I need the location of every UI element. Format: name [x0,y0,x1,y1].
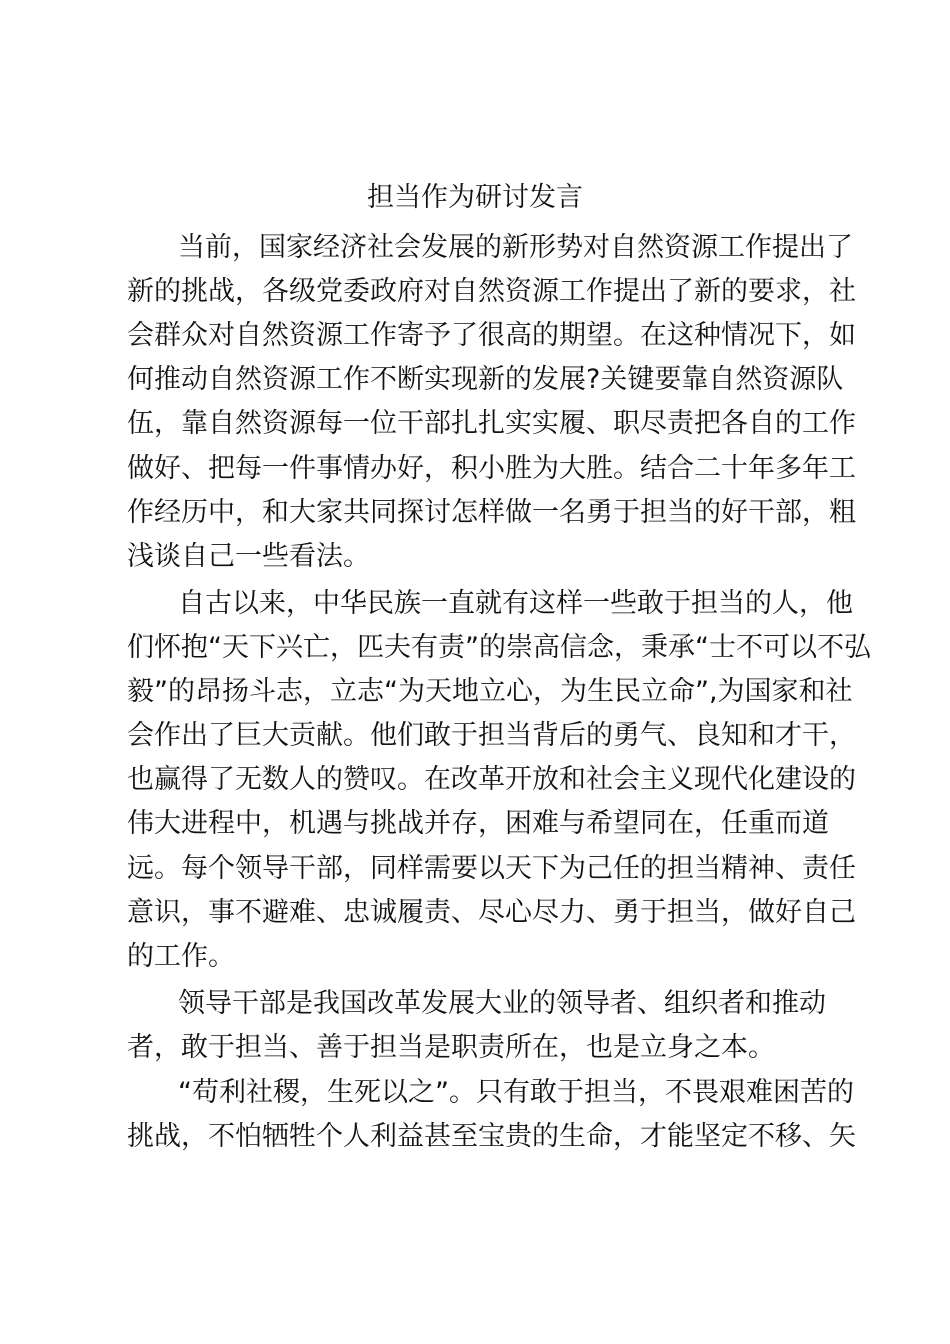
paragraph-line: 者，敢于担当、善于担当是职责所在，也是立身之本。 [127,1032,775,1063]
paragraph-line: 领导干部是我国改革发展大业的领导者、组织者和推动 [178,988,826,1019]
paragraph-line: 自古以来，中华民族一直就有这样一些敢于担当的人，他 [178,588,853,619]
paragraph-line: 也赢得了无数人的赞叹。在改革开放和社会主义现代化建设的 [127,764,856,795]
paragraph-line: 远。每个领导干部，同样需要以天下为己任的担当精神、责任 [127,853,856,884]
paragraph-line: “苟利社稷，生死以之”。只有敢于担当，不畏艰难困苦的 [178,1077,854,1108]
paragraph-line: 作经历中，和大家共同探讨怎样做一名勇于担当的好干部，粗 [127,497,856,528]
paragraph-line: 们怀抱“天下兴亡，匹夫有责”的崇高信念，秉承“士不可以不弘 [127,632,871,663]
paragraph-line: 的工作。 [127,941,235,972]
paragraph-line: 伍，靠自然资源每一位干部扎扎实实履、职尽责把各自的工作 [127,408,856,439]
paragraph-line: 伟大进程中，机遇与挑战并存，困难与希望同在，任重而道 [127,808,829,839]
document-title: 担当作为研讨发言 [367,182,583,213]
paragraph-line: 何推动自然资源工作不断实现新的发展?关键要靠自然资源队 [127,364,844,395]
paragraph-line: 会作出了巨大贡献。他们敢于担当背后的勇气、良知和才干， [127,720,856,751]
paragraph-line: 做好、把每一件事情办好，积小胜为大胜。结合二十年多年工 [127,453,856,484]
paragraph-line: 浅谈自己一些看法。 [127,541,370,572]
paragraph-line: 挑战，不怕牺牲个人利益甚至宝贵的生命，才能坚定不移、矢 [127,1121,856,1152]
paragraph-line: 当前，国家经济社会发展的新形势对自然资源工作提出了 [178,232,853,263]
paragraph-line: 新的挑战，各级党委政府对自然资源工作提出了新的要求，社 [127,276,856,307]
paragraph-line: 意识，事不避难、忠诚履责、尽心尽力、勇于担当，做好自己 [127,897,856,928]
paragraph-line: 会群众对自然资源工作寄予了很高的期望。在这种情况下，如 [127,320,856,351]
paragraph-line: 毅”的昂扬斗志，立志“为天地立心，为生民立命”,为国家和社 [127,676,853,707]
